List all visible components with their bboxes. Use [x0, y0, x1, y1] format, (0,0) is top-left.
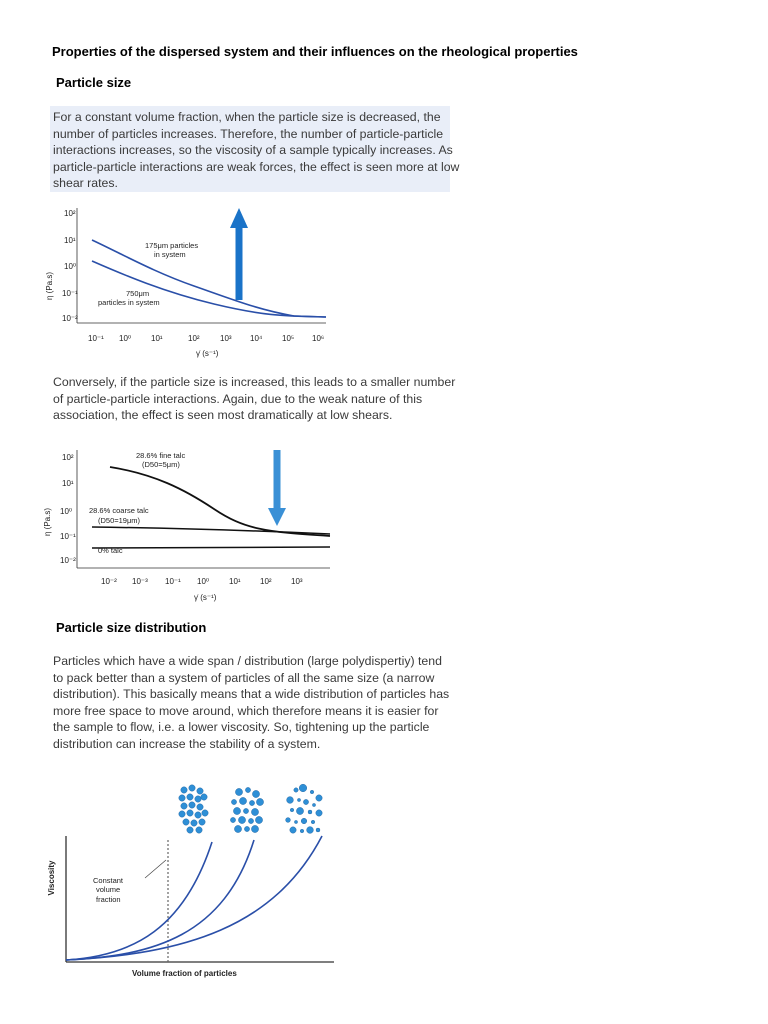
x-tick-label: 10²	[188, 334, 200, 343]
page-title: Properties of the dispersed system and their influences on the rheological properties	[52, 44, 578, 59]
paragraph-line: interactions increases, so the viscosity of a sample typically increases. As	[53, 143, 453, 157]
y-tick-label: 10¹	[64, 236, 76, 245]
paragraph-size-distribution	[53, 653, 449, 752]
y-tick-label: 10¹	[62, 479, 74, 488]
paragraph-particle-size-increase	[53, 374, 455, 424]
viscosity-volume-fraction-chart	[44, 778, 344, 984]
label-fine-talc: 28.6% fine talc	[136, 451, 186, 460]
arrow-up-shaft	[236, 224, 243, 300]
paragraph-line: association, the effect is seen most dramatically at low shears.	[53, 408, 393, 422]
arrow-up-icon	[230, 208, 248, 228]
paragraph-line: distribution). This basically means that a wide distribution of particles has	[53, 687, 450, 701]
y-tick-label: 10⁻²	[62, 314, 78, 323]
paragraph-line: particle-particle interactions are weak forces, the effect is seen more at low	[53, 159, 460, 174]
y-tick-label: 10⁰	[60, 507, 73, 516]
paragraph-line: distribution can increase the stability of a system.	[53, 736, 321, 751]
paragraph-line: For a constant volume fraction, when the particle size is decreased, the	[53, 110, 441, 124]
y-tick-label: 10²	[64, 209, 76, 218]
curve-fine-talc	[110, 467, 330, 536]
y-tick-label: 10⁻¹	[62, 289, 78, 298]
label-fine-talc-line2: (D50=5μm)	[142, 460, 180, 469]
paragraph-line: number of particles increases. Therefore, the number of particle-particle	[53, 126, 444, 141]
label-750um-line2: particles in system	[98, 298, 160, 307]
label-coarse-talc: 28.6% coarse talc	[89, 506, 149, 515]
y-tick-label: 10⁰	[64, 262, 77, 271]
x-axis-label: γ̇ (s⁻¹)	[196, 349, 219, 358]
x-axis-label: Volume fraction of particles	[132, 969, 237, 978]
arrow-down-shaft	[274, 450, 281, 510]
x-tick-label: 10⁵	[282, 334, 295, 343]
x-tick-label: 10¹	[151, 334, 163, 343]
paragraph-line: shear rates.	[53, 176, 118, 190]
x-tick-label: 10⁻³	[132, 577, 148, 586]
x-tick-label: 10⁶	[312, 334, 325, 343]
y-axis-label: η (Pa.s)	[45, 271, 54, 301]
paragraph-line: of particle-particle interactions. Again, due to the weak nature of this	[53, 391, 423, 406]
x-tick-label: 10⁻²	[101, 577, 117, 586]
x-tick-label: 10⁻¹	[88, 334, 104, 343]
label-750um: 750μm	[126, 289, 150, 298]
paragraph-line: to pack better than a system of particles of all the same size (a narrow	[53, 670, 435, 685]
label-175um-line2: in system	[154, 250, 186, 259]
particle-cluster-wide	[286, 784, 323, 833]
label-coarse-talc-line2: (D50=19μm)	[98, 516, 141, 525]
y-tick-label: 10⁻¹	[60, 532, 76, 541]
section-heading-particle-size: Particle size	[56, 75, 132, 90]
particle-cluster-medium	[230, 787, 263, 832]
annotation-volume: volume	[96, 885, 121, 894]
annotation-constant: Constant	[93, 876, 124, 885]
y-axis-label: η (Pa.s)	[43, 507, 52, 537]
section-heading-size-distribution: Particle size distribution	[56, 620, 207, 635]
x-tick-label: 10⁰	[119, 334, 132, 343]
paragraph-line: more free space to move around, which therefore means it is easier for	[53, 703, 439, 718]
label-zero-talc: 0% talc	[98, 546, 123, 555]
paragraph-line: Particles which have a wide span / distribution (large polydispertiy) tend	[53, 654, 442, 668]
x-tick-label: 10³	[291, 577, 303, 586]
particle-cluster-narrow	[179, 785, 208, 833]
x-tick-label: 10⁻¹	[165, 577, 181, 586]
label-175um: 175μm particles	[145, 241, 199, 250]
x-tick-label: 10¹	[229, 577, 241, 586]
paragraph-line: Conversely, if the particle size is increased, this leads to a smaller number	[53, 375, 456, 389]
curve-narrow-distribution	[66, 842, 212, 960]
paragraph-particle-size	[53, 109, 459, 192]
x-tick-label: 10²	[260, 577, 272, 586]
paragraph-line: the sample to flow, i.e. a lower viscosity. So, tightening up the particle	[53, 720, 430, 734]
y-axis-label: Viscosity	[47, 860, 56, 896]
viscosity-chart-particle-size	[44, 200, 344, 372]
annotation-fraction: fraction	[96, 895, 121, 904]
x-tick-label: 10⁰	[197, 577, 210, 586]
y-tick-label: 10⁻²	[60, 556, 76, 565]
x-tick-label: 10³	[220, 334, 232, 343]
curve-coarse-talc	[92, 527, 330, 534]
curve-medium-distribution	[66, 840, 254, 960]
viscosity-chart-talc	[44, 444, 344, 608]
curve-zero-talc	[92, 547, 330, 548]
x-tick-label: 10⁴	[250, 334, 263, 343]
y-tick-label: 10²	[62, 453, 74, 462]
arrow-down-icon	[268, 508, 286, 526]
x-axis-label: γ̇ (s⁻¹)	[194, 593, 217, 602]
annotation-pointer	[145, 860, 166, 878]
